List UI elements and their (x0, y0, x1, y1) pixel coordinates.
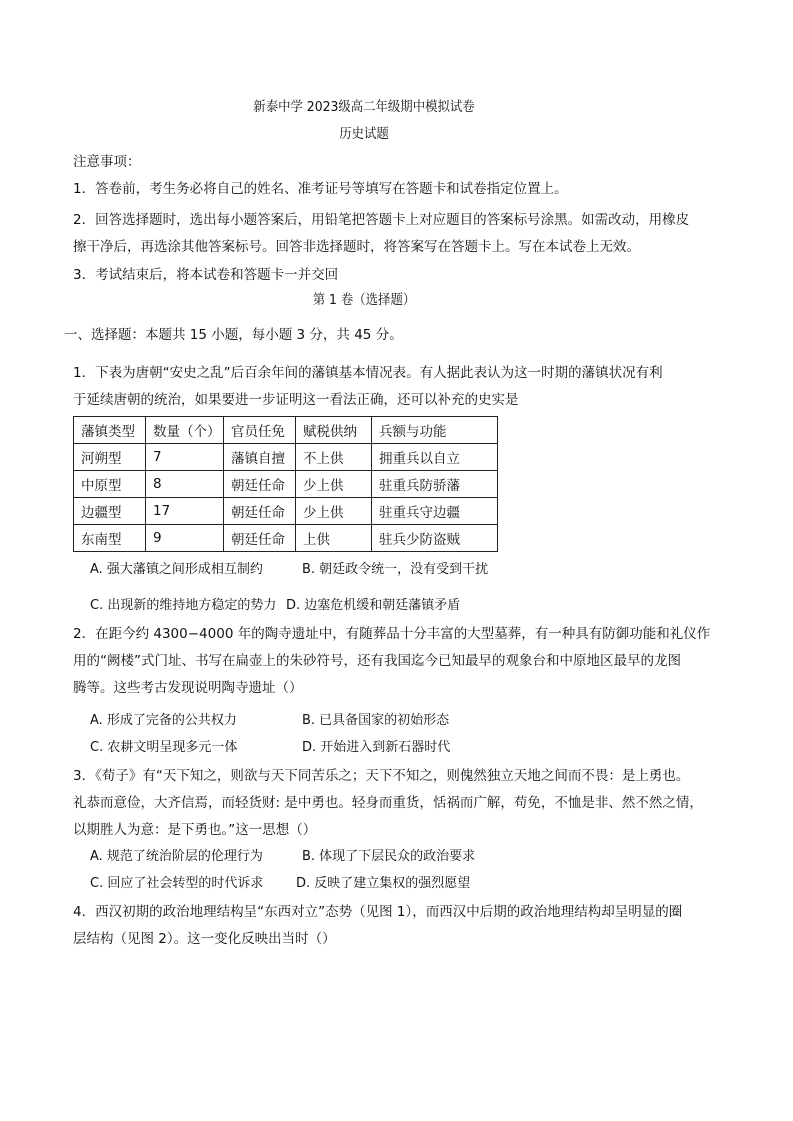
q2-option-d: D. 开始进入到新石器时代 (302, 740, 451, 755)
q1-option-d: D. 边塞危机缓和朝廷藩镇矛盾 (286, 598, 461, 613)
table-cell: 河朔型 (74, 444, 146, 471)
table-header-cell: 赋税供纳 (296, 417, 372, 444)
q1-option-c: C. 出现新的维持地方稳定的势力 (90, 598, 277, 613)
table-cell: 朝廷任命 (224, 498, 296, 525)
table-cell: 不上供 (296, 444, 372, 471)
table-header-cell: 藩镇类型 (74, 417, 146, 444)
notice-item-2-line-1: 2．回答选择题时，选出每小题答案后，用铅笔把答题卡上对应题目的答案标号涂黑。如需改动，用橡皮 (73, 212, 690, 228)
q2-option-b: B. 已具备国家的初始形态 (302, 713, 450, 728)
table-cell: 7 (146, 444, 224, 471)
q2-option-c: C. 农耕文明呈现多元一体 (90, 740, 238, 755)
q2-option-a: A. 形成了完备的公共权力 (90, 713, 237, 728)
table-cell: 朝廷任命 (224, 525, 296, 552)
q3-line-3: 以期胜人为意：是下勇也。”这一思想（） (73, 822, 317, 838)
q4-line-1: 4．西汉初期的政治地理结构呈“东西对立”态势（见图 1），而西汉中后期的政治地理结构却呈明显的圈 (73, 904, 683, 920)
q3-option-a: A. 规范了统治阶层的伦理行为 (90, 849, 263, 864)
notice-item-1: 1．答卷前，考生务必将自己的姓名、准考证号等填写在答题卡和试卷指定位置上。 (73, 181, 568, 197)
table-row (74, 471, 498, 498)
table-cell: 9 (146, 525, 224, 552)
q1-line-1: 1．下表为唐朝“安史之乱”后百余年间的藩镇基本情况表。有人据此表认为这一时期的藩镇状况有利 (73, 365, 663, 381)
table-cell: 东南型 (74, 525, 146, 552)
q3-line-2: 礼恭而意俭，大齐信焉，而轻货财: 是中勇也。轻身而重货，恬祸而广解，苟免，不恤是非、然不然之情， (73, 795, 703, 811)
q1-option-a: A. 强大藩镇之间形成相互制约 (90, 562, 263, 577)
notice-heading: 注意事项： (73, 154, 141, 170)
q3-option-c: C. 回应了社会转型的时代诉求 (90, 876, 264, 891)
table-cell: 拥重兵以自立 (372, 444, 498, 471)
table-cell: 驻兵少防盗贼 (372, 525, 498, 552)
table-cell: 朝廷任命 (224, 471, 296, 498)
q1-table (73, 416, 498, 552)
table-header-row (74, 417, 498, 444)
table-cell: 中原型 (74, 471, 146, 498)
table-cell: 上供 (296, 525, 372, 552)
notice-item-2-line-2: 擦干净后，再选涂其他答案标号。回答非选择题时，将答案写在答题卡上。写在本试卷上无效。 (73, 239, 640, 255)
q1-option-b: B. 朝廷政令统一，没有受到干扰 (302, 562, 489, 577)
q1-line-2: 于延续唐朝的统治，如果要进一步证明这一看法正确，还可以补充的史实是 (73, 392, 519, 408)
table-row (74, 498, 498, 525)
table-cell: 少上供 (296, 498, 372, 525)
section-title: 第 1 卷（选择题） (312, 292, 416, 308)
exam-subtitle: 历史试题 (339, 126, 389, 142)
table-header-cell: 数量（个） (146, 417, 224, 444)
table-row (74, 525, 498, 552)
q2-line-1: 2．在距今约 4300−4000 年的陶寺遗址中，有随葬品十分丰富的大型墓葬，有一种具有防御功能和礼仪作 (73, 626, 711, 642)
q4-line-2: 层结构（见图 2）。这一变化反映出当时（） (73, 931, 336, 947)
table-cell: 边疆型 (74, 498, 146, 525)
q3-option-d: D. 反映了建立集权的强烈愿望 (296, 876, 471, 891)
exam-title: 新泰中学 2023级高二年级期中模拟试卷 (253, 99, 475, 115)
table-cell: 驻重兵防骄藩 (372, 471, 498, 498)
table-header-cell: 官员任免 (224, 417, 296, 444)
q2-line-2: 用的“阙楼”式门址、书写在扁壶上的朱砂符号，还有我国迄今已知最早的观象台和中原地区最早的龙图 (73, 653, 681, 669)
q2-line-3: 腾等。这些考古发现说明陶寺遗址（） (73, 680, 303, 696)
notice-item-3: 3．考试结束后，将本试卷和答题卡一并交回 (73, 267, 339, 283)
table-cell: 驻重兵守边疆 (372, 498, 498, 525)
table-cell: 藩镇自擅 (224, 444, 296, 471)
table-header-cell: 兵额与功能 (372, 417, 498, 444)
section-instruction: 一、选择题：本题共 15 小题，每小题 3 分，共 45 分。 (64, 327, 403, 343)
table-row (74, 444, 498, 471)
table-cell: 8 (146, 471, 224, 498)
q3-line-1: 3．《荀子》有“天下知之，则欲与天下同苦乐之；天下不知之，则傀然独立天地之间而不畏：是上勇也。 (73, 768, 690, 784)
table-cell: 少上供 (296, 471, 372, 498)
q3-option-b: B. 体现了下层民众的政治要求 (302, 849, 476, 864)
table-cell: 17 (146, 498, 224, 525)
